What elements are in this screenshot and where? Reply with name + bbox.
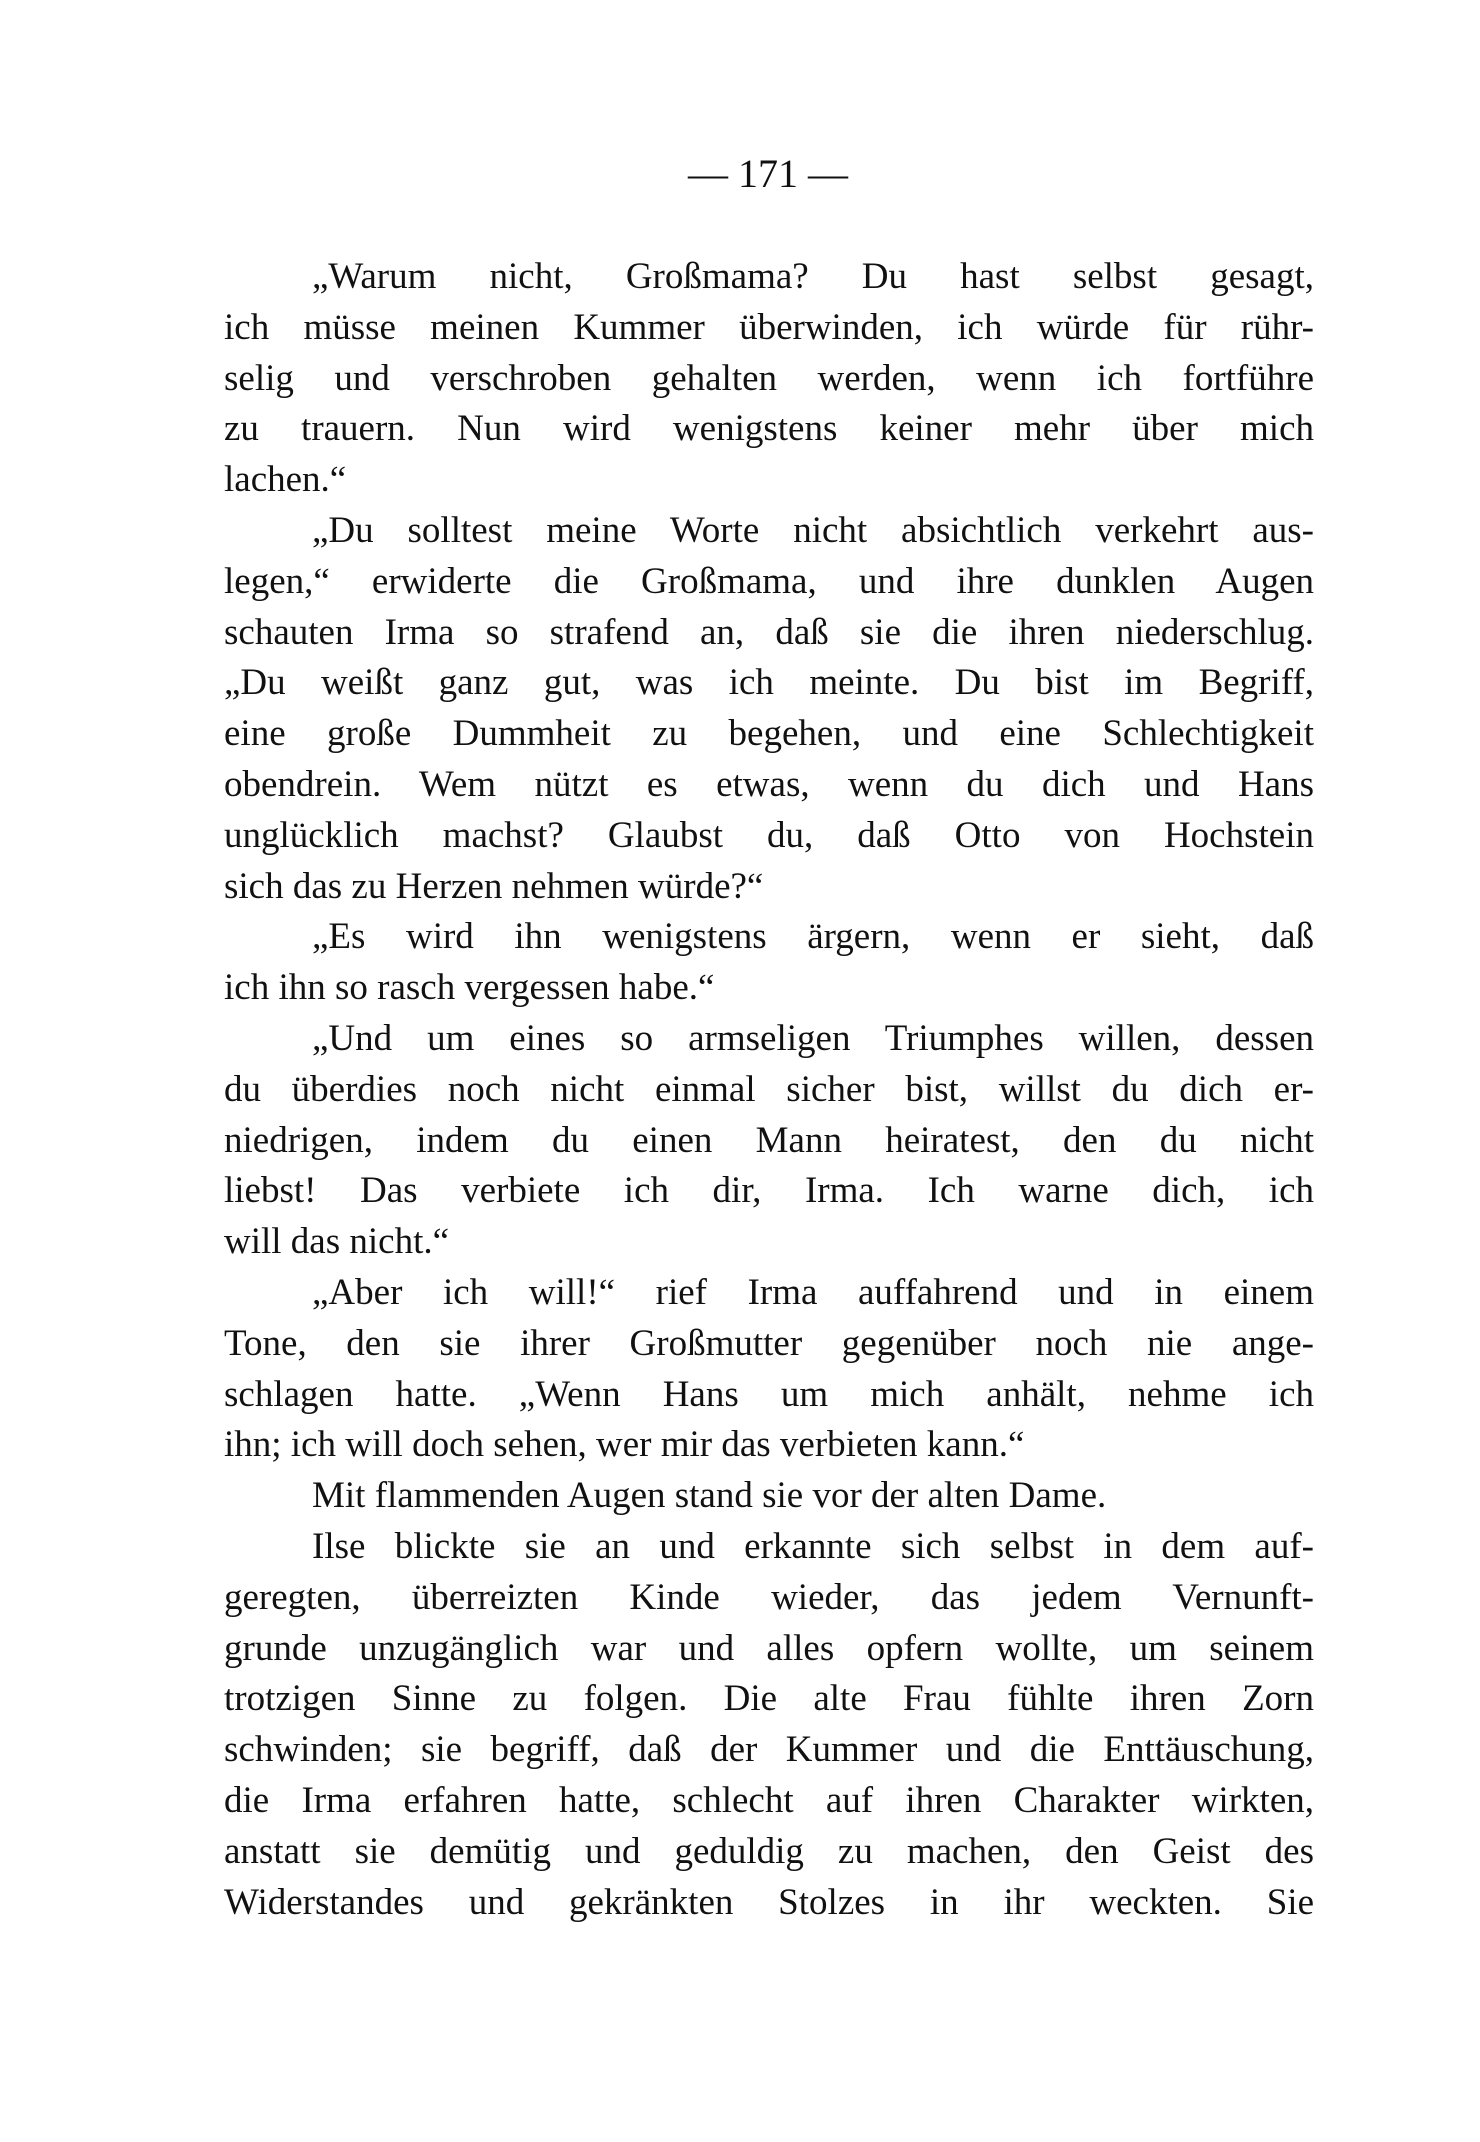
text-line: „Aber ich will!“ rief Irma auffahrend und in einem (312, 1271, 1314, 1313)
text-line: ihn; ich will doch sehen, wer mir das verbieten kann.“ (224, 1424, 1025, 1466)
text-line: Ilse blickte sie an und erkannte sich selbst in dem auf- (312, 1525, 1314, 1567)
text-line: sich das zu Herzen nehmen würde?“ (224, 865, 764, 907)
text-line: „Es wird ihn wenigstens ärgern, wenn er sieht, daß (312, 916, 1314, 958)
text-line: anstatt sie demütig und geduldig zu machen, den Geist des (224, 1830, 1314, 1872)
text-line: unglücklich machst? Glaubst du, daß Otto von Hochstein (224, 814, 1314, 856)
text-line: schauten Irma so strafend an, daß sie die ihren niederschlug. (224, 611, 1314, 653)
body-text (224, 252, 1314, 1928)
text-line: „Und um eines so armseligen Triumphes willen, dessen (312, 1017, 1314, 1059)
text-line: liebst! Das verbiete ich dir, Irma. Ich warne dich, ich (224, 1170, 1314, 1212)
text-line: obendrein. Wem nützt es etwas, wenn du dich und Hans (224, 763, 1314, 805)
text-line: Tone, den sie ihrer Großmutter gegenüber noch nie ange- (224, 1322, 1314, 1364)
text-line: ich ihn so rasch vergessen habe.“ (224, 967, 715, 1009)
text-line: trotzigen Sinne zu folgen. Die alte Frau fühlte ihren Zorn (224, 1678, 1314, 1720)
text-line: legen,“ erwiderte die Großmama, und ihre dunklen Augen (224, 560, 1314, 602)
text-line: ich müsse meinen Kummer überwinden, ich würde für rühr- (224, 306, 1314, 348)
text-line: du überdies noch nicht einmal sicher bist, willst du dich er- (224, 1068, 1314, 1110)
text-line: will das nicht.“ (224, 1221, 450, 1263)
text-line: Widerstandes und gekränkten Stolzes in ihr weckten. Sie (224, 1881, 1314, 1923)
text-line: „Du solltest meine Worte nicht absichtlich verkehrt aus- (312, 509, 1314, 551)
text-line: grunde unzugänglich war und alles opfern wollte, um seinem (224, 1627, 1314, 1669)
text-line: „Warum nicht, Großmama? Du hast selbst gesagt, (312, 256, 1314, 297)
text-line: schwinden; sie begriff, daß der Kummer und die Enttäuschung, (224, 1729, 1314, 1771)
text-line: niedrigen, indem du einen Mann heiratest, den du nicht (224, 1119, 1314, 1161)
text-line: Mit flammenden Augen stand sie vor der alten Dame. (312, 1475, 1107, 1517)
text-line: die Irma erfahren hatte, schlecht auf ihren Charakter wirkten, (224, 1779, 1314, 1821)
text-line: schlagen hatte. „Wenn Hans um mich anhält, nehme ich (224, 1373, 1314, 1415)
text-line: zu trauern. Nun wird wenigstens keiner mehr über mich (224, 408, 1314, 450)
page-number: — 171 — (688, 151, 848, 196)
text-line: „Du weißt ganz gut, was ich meinte. Du bist im Begriff, (224, 662, 1314, 704)
text-line: lachen.“ (224, 459, 347, 501)
text-line: geregten, überreizten Kinde wieder, das jedem Vernunft- (224, 1576, 1314, 1618)
text-line: selig und verschroben gehalten werden, wenn ich fortführe (224, 357, 1314, 399)
text-line: eine große Dummheit zu begehen, und eine Schlechtigkeit (224, 713, 1314, 755)
